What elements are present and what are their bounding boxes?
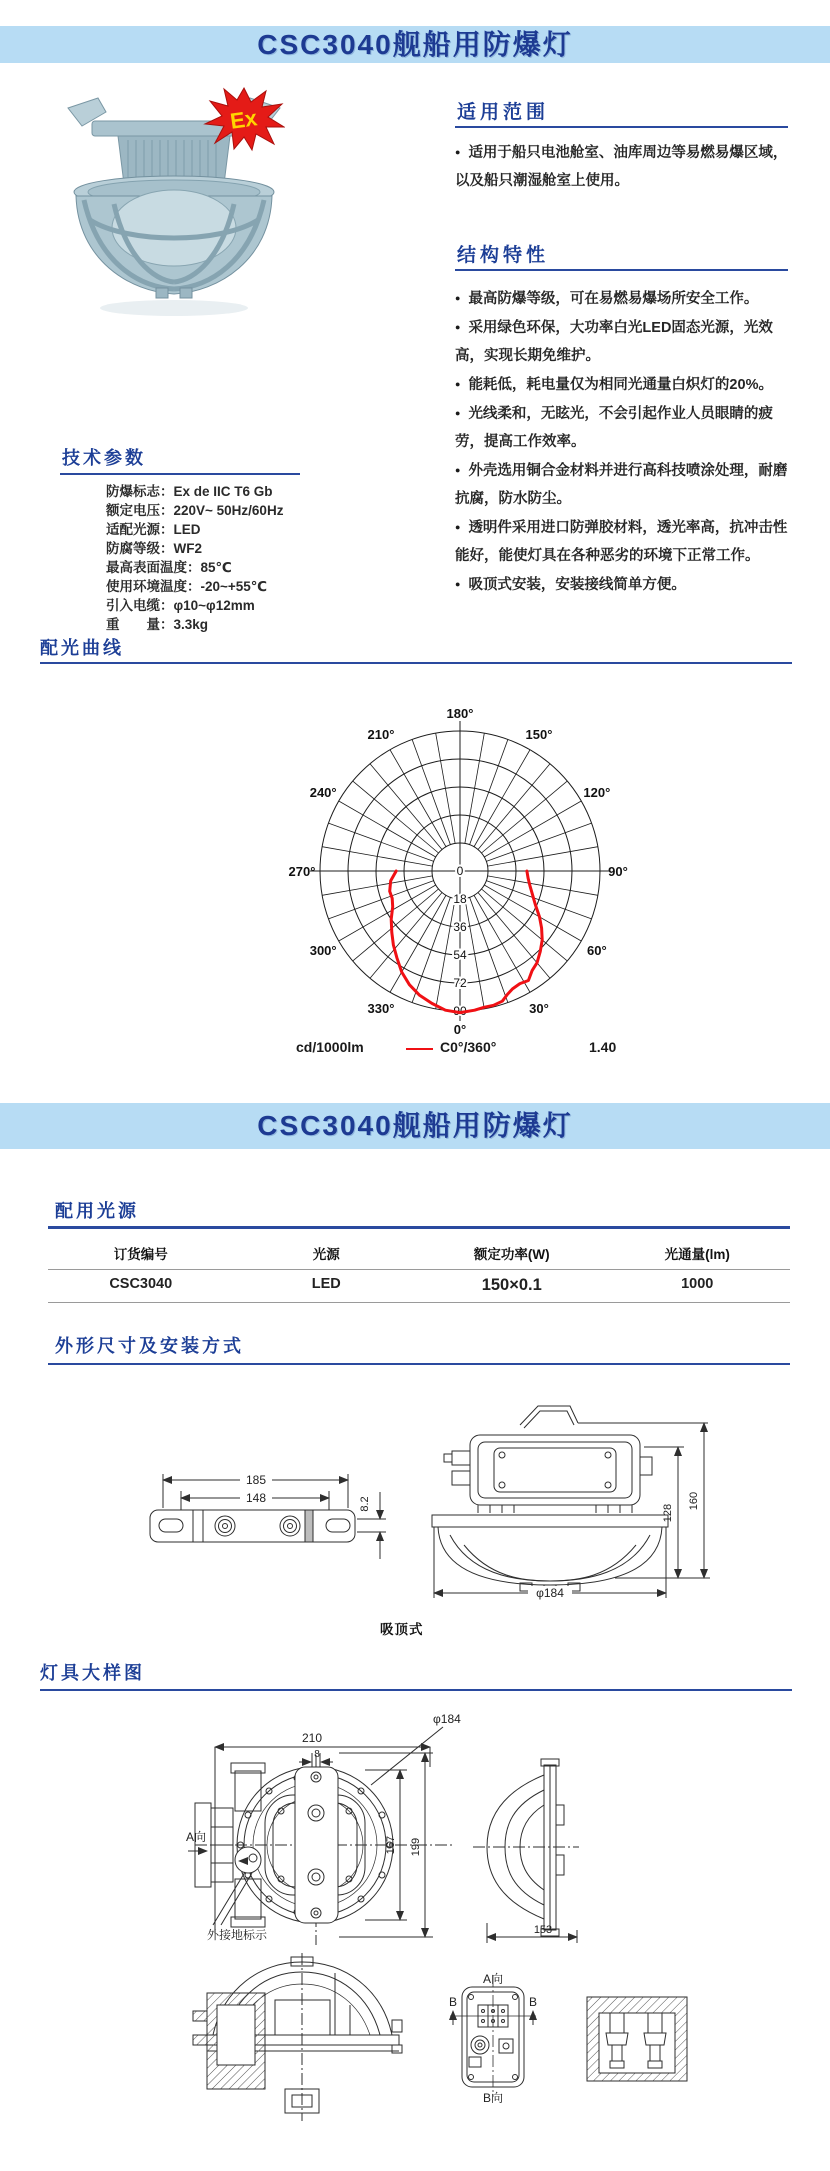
tech-params-underline: [60, 473, 300, 475]
view-b-label: B向: [482, 2091, 504, 2105]
dim-210-label: 210: [301, 1731, 323, 1745]
dim-128-label: 128: [662, 1503, 674, 1523]
cell-order-no: CSC3040: [109, 1276, 173, 1292]
page-header-band-2: [0, 1103, 830, 1149]
dim-dia184-detail-label: φ184: [433, 1712, 461, 1726]
svg-text:0°: 0°: [453, 1022, 467, 1037]
feature-bullet: ● 光线柔和，无眩光，不会引起作业人员眼睛的疲劳，提高工作效率。: [455, 399, 797, 456]
svg-text:270°: 270°: [288, 864, 316, 879]
light-source-underline: [48, 1226, 790, 1229]
svg-text:120°: 120°: [583, 785, 611, 800]
legend-line-sample: [406, 1048, 433, 1050]
tech-param-line: 防腐等级：WF2: [106, 541, 202, 556]
col-header-power: 额定功率(W): [473, 1247, 550, 1262]
application-bullet-list: [455, 138, 793, 195]
tech-params-list: [106, 482, 283, 634]
feature-bullet: ● 外壳选用铜合金材料并进行高科技喷涂处理，耐磨抗腐，防水防尘。: [455, 456, 797, 513]
dim-153-label: 153: [533, 1924, 553, 1936]
ex-badge: [203, 86, 285, 152]
svg-text:90°: 90°: [608, 864, 628, 879]
svg-text:180°: 180°: [446, 706, 474, 721]
features-bullet-list: [455, 284, 797, 599]
col-header-flux: 光通量(lm): [664, 1247, 730, 1262]
features-underline: [455, 269, 788, 271]
photometric-underline: [40, 662, 792, 664]
feature-bullet: ● 吸顶式安装，安装接线简单方便。: [455, 570, 797, 599]
detail-drawing: [95, 1705, 735, 2171]
svg-text:150°: 150°: [525, 727, 553, 743]
table-header-row: [48, 1238, 790, 1270]
gland-section-view: [587, 1997, 687, 2081]
tech-param-line: 额定电压：220V~ 50Hz/60Hz: [106, 503, 284, 518]
page-title: CSC3040舰船用防爆灯: [257, 29, 573, 60]
section-b-right-label: B: [528, 1995, 538, 2009]
section-title-light-source: 配用光源: [55, 1201, 139, 1221]
svg-text:90: 90: [453, 1004, 467, 1018]
svg-text:330°: 330°: [367, 1000, 395, 1016]
dimensions-underline: [48, 1363, 790, 1365]
side-view: [473, 1759, 579, 1943]
cross-section-view: [193, 1953, 402, 2121]
svg-text:72: 72: [453, 976, 467, 990]
chart-units-label: cd/1000lm: [296, 1039, 364, 1055]
col-header-source: 光源: [312, 1247, 340, 1262]
lamp-dimension-drawing: [420, 1395, 720, 1645]
front-view: [186, 1712, 461, 1945]
dim-8-label: 8: [314, 1749, 320, 1760]
mount-type-label: 吸顶式: [380, 1622, 424, 1637]
section-title-features: 结构特性: [457, 245, 550, 266]
ground-mark-label: 外接地标示: [207, 1928, 268, 1942]
svg-text:0: 0: [456, 864, 464, 878]
light-source-table: [48, 1238, 790, 1303]
svg-text:210°: 210°: [367, 727, 395, 743]
detail-underline: [40, 1689, 792, 1691]
cell-source: LED: [311, 1276, 341, 1292]
dim-185-label: 185: [245, 1473, 267, 1487]
tech-param-line: 使用环境温度：-20~+55℃: [106, 579, 268, 594]
chart-corner-value: 1.40: [589, 1039, 617, 1055]
section-title-photometric: 配光曲线: [40, 638, 124, 658]
dim-dia184-label: φ184: [536, 1586, 564, 1600]
ex-badge-label: Ex: [228, 105, 259, 134]
svg-text:36: 36: [453, 920, 467, 934]
svg-text:30°: 30°: [529, 1000, 549, 1016]
legend-series-label: C0°/360°: [440, 1039, 497, 1055]
feature-bullet: ● 透明件采用进口防弹胶材料，透光率高，抗冲击性能好，能使灯具在各种恶劣的环境下正常工作。: [455, 513, 797, 570]
svg-text:54: 54: [453, 948, 467, 962]
bracket-dimension-drawing: [140, 1460, 390, 1660]
table-row: [48, 1270, 790, 1303]
section-b-left-label: B: [448, 1995, 458, 2009]
feature-bullet: ● 最高防爆等级，可在易燃易爆场所安全工作。: [455, 284, 797, 313]
page-header-band: [0, 26, 830, 63]
feature-bullet: ● 能耗低，耗电量仅为相同光通量白炽灯的20%。: [455, 370, 797, 399]
dim-148-label: 148: [245, 1491, 267, 1505]
tech-param-line: 最高表面温度：85℃: [106, 560, 232, 575]
page-title-2: CSC3040舰船用防爆灯: [257, 1110, 573, 1141]
polar-grid: [289, 706, 628, 1037]
tech-param-line: 引入电缆：φ10~φ12mm: [106, 598, 255, 613]
section-title-dimensions: 外形尺寸及安装方式: [55, 1336, 244, 1356]
dim-8-2-label: 8.2: [359, 1496, 371, 1512]
svg-text:240°: 240°: [309, 785, 337, 800]
cell-flux: 1000: [681, 1276, 714, 1292]
tech-param-line: 适配光源：LED: [106, 522, 201, 537]
application-underline: [455, 126, 788, 128]
view-a2-label: A向: [482, 1972, 504, 1986]
dim-199-label: 199: [410, 1837, 422, 1857]
cell-power: 150×0.1: [481, 1276, 542, 1294]
view-a-label: A向: [186, 1830, 207, 1844]
section-title-application: 适用范围: [457, 102, 550, 123]
dim-160-label: 160: [688, 1491, 700, 1511]
feature-bullet: ● 采用绿色环保，大功率白光LED固态光源，光效高，实现长期免维护。: [455, 313, 797, 370]
tech-param-line: 防爆标志：Ex de IIC T6 Gb: [106, 484, 273, 499]
photometric-polar-chart: [150, 690, 770, 1070]
col-header-order-no: 订货编号: [113, 1247, 168, 1262]
svg-text:18: 18: [453, 892, 467, 906]
ab-view: [449, 1972, 537, 2105]
section-title-tech-params: 技术参数: [62, 448, 146, 468]
application-bullet: ● 适用于船只电池舱室、油库周边等易燃易爆区域，以及船只潮湿舱室上使用。: [455, 138, 793, 195]
svg-text:60°: 60°: [586, 943, 607, 958]
dim-167-label: 167: [385, 1835, 397, 1855]
section-title-detail: 灯具大样图: [40, 1663, 145, 1683]
tech-param-line: 重 量：3.3kg: [106, 617, 209, 632]
svg-text:300°: 300°: [309, 943, 337, 958]
